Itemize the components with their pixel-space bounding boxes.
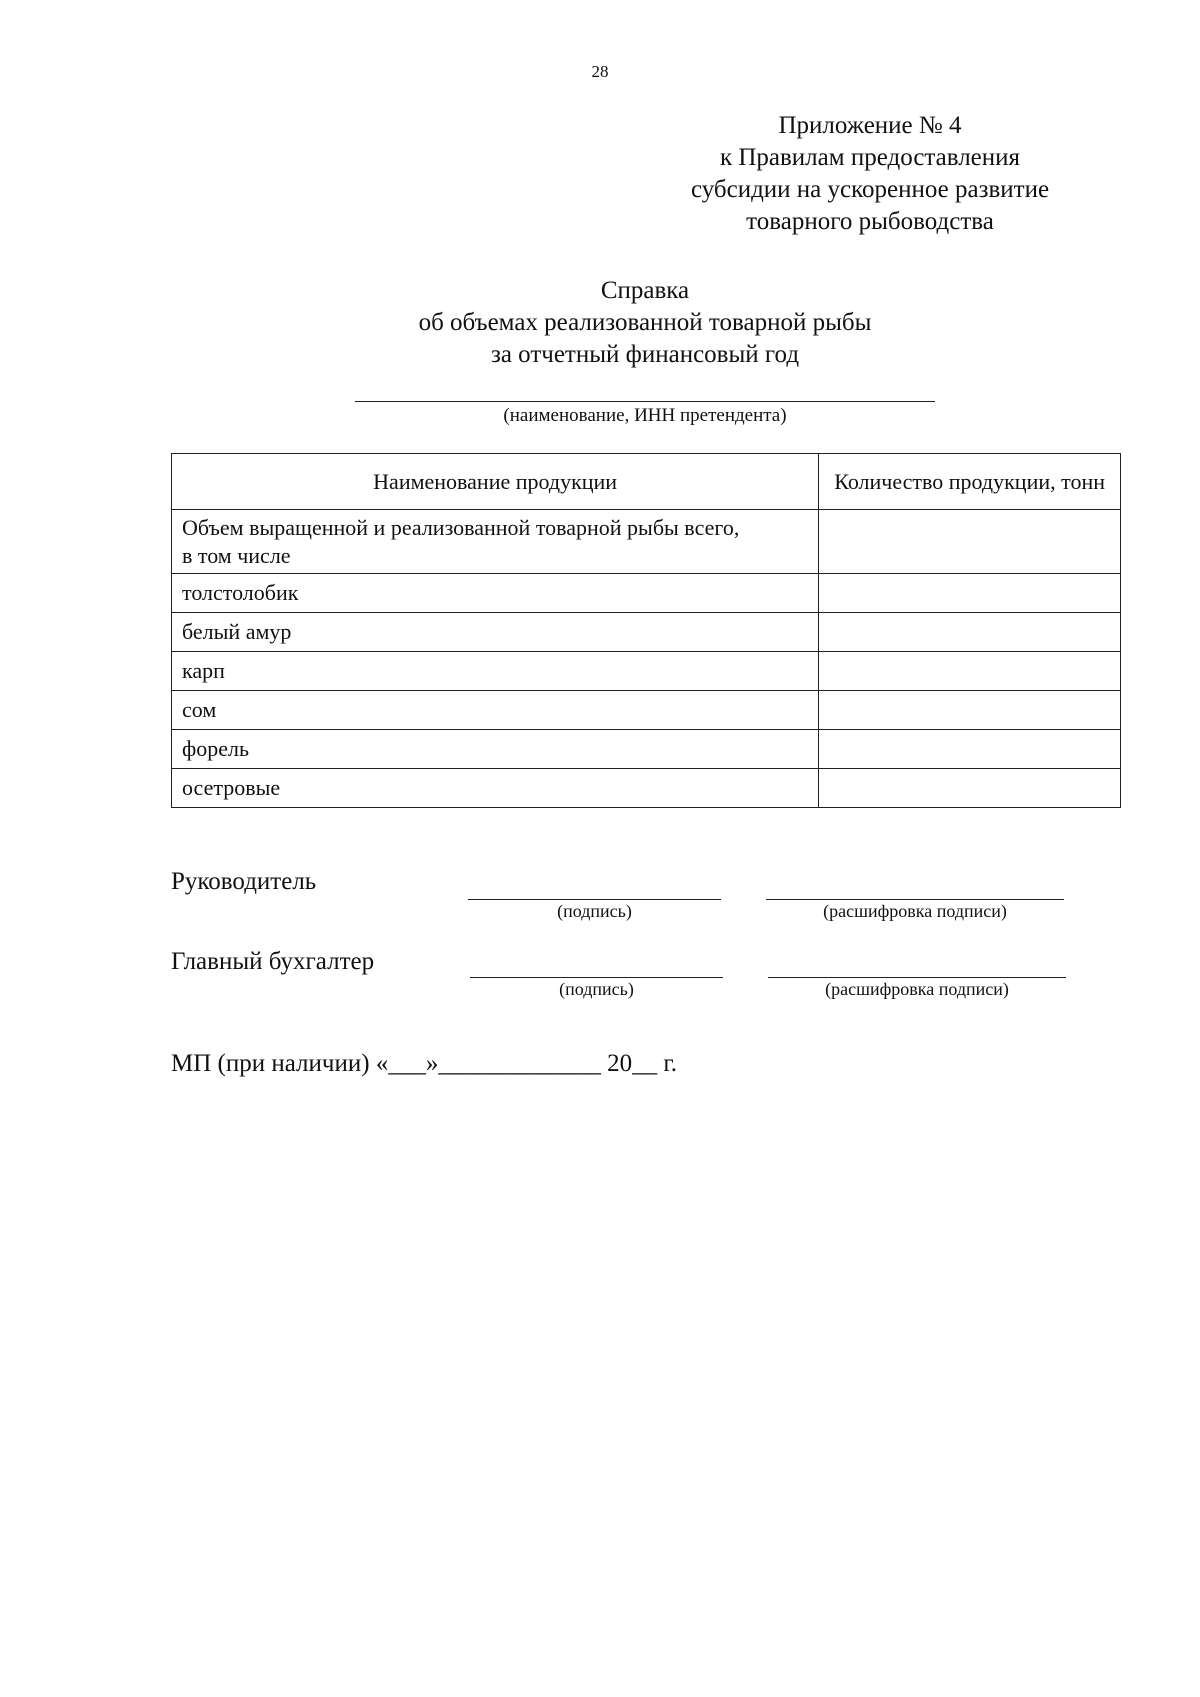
product-name-cell: сом [172, 691, 819, 730]
accountant-decoding-caption: (расшифровка подписи) [825, 979, 1009, 999]
accountant-signature-line [470, 977, 723, 978]
stamp-date-line: МП (при наличии) «___»_____________ 20__ г. [171, 1050, 678, 1077]
total-label-cell [172, 510, 819, 574]
table-row [172, 769, 1121, 808]
table-row-total [172, 510, 1121, 574]
director-decoding-caption: (расшифровка подписи) [823, 901, 1007, 921]
director-label: Руководитель [171, 868, 317, 895]
accountant-decoding-line [768, 977, 1066, 978]
table-row [172, 691, 1121, 730]
appendix-line: к Правилам предоставления [719, 144, 1021, 171]
accountant-label: Главный бухгалтер [171, 948, 375, 975]
table-header-row [172, 454, 1121, 510]
appendix-heading [640, 110, 1100, 238]
title-line: за отчетный финансовый год [490, 341, 800, 368]
director-decoding-line [766, 899, 1064, 900]
product-name-cell: осетровые [172, 769, 819, 808]
appendix-line: товарного рыбоводства [746, 208, 994, 235]
quantity-cell [819, 510, 1121, 574]
header-product-name: Наименование продукции [172, 454, 819, 510]
quantity-cell [819, 652, 1121, 691]
table-row [172, 730, 1121, 769]
table-row [172, 652, 1121, 691]
appendix-line: субсидии на ускоренное развитие [690, 176, 1050, 203]
product-name-cell: толстолобик [172, 574, 819, 613]
quantity-cell [819, 613, 1121, 652]
product-name-cell: карп [172, 652, 819, 691]
director-signature-caption: (подпись) [557, 901, 632, 921]
applicant-name-field-line [355, 401, 935, 402]
table-row [172, 574, 1121, 613]
title-line: об объемах реализованной товарной рыбы [418, 309, 872, 336]
title-line: Справка [600, 277, 690, 304]
products-table [171, 453, 1121, 808]
quantity-cell [819, 691, 1121, 730]
table-row [172, 613, 1121, 652]
accountant-signature-caption: (подпись) [559, 979, 634, 999]
document-title [300, 275, 990, 371]
product-name-cell: форель [172, 730, 819, 769]
total-label-line: в том числе [182, 542, 291, 568]
quantity-cell [819, 730, 1121, 769]
quantity-cell [819, 574, 1121, 613]
page-number: 28 [591, 62, 609, 81]
quantity-cell [819, 769, 1121, 808]
product-name-cell: белый амур [172, 613, 819, 652]
applicant-name-caption: (наименование, ИНН претендента) [503, 405, 787, 426]
appendix-line: Приложение № 4 [778, 112, 962, 139]
total-label-line: Объем выращенной и реализованной товарной рыбы всего, [182, 514, 740, 540]
director-signature-line [468, 899, 721, 900]
header-quantity: Количество продукции, тонн [819, 454, 1121, 510]
